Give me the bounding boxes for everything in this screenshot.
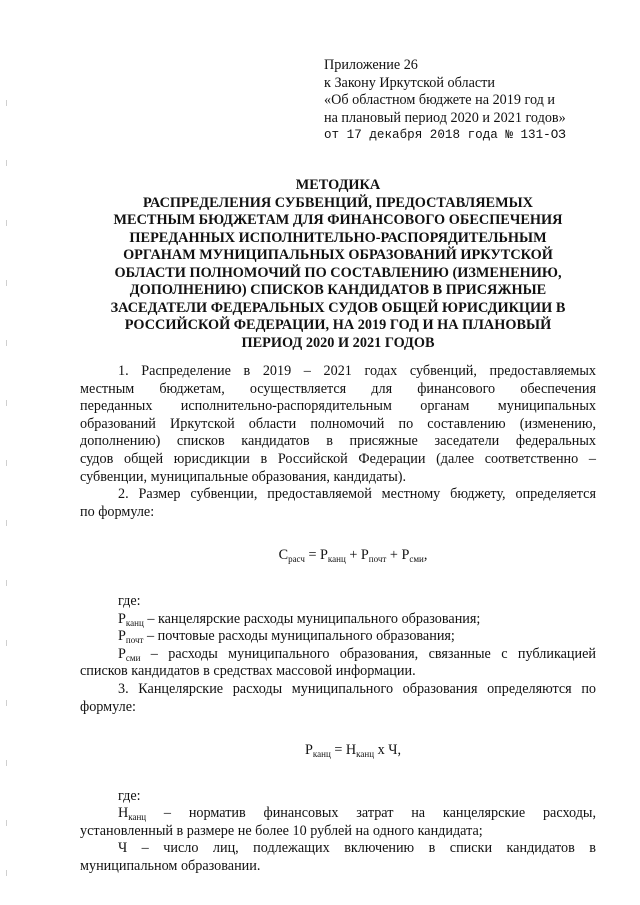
paragraph-line: дополнению) списков кандидатов в присяжные заседатели федеральных bbox=[80, 433, 596, 450]
definition-subscript: сми bbox=[125, 652, 141, 663]
title-line: МЕТОДИКА bbox=[295, 177, 381, 193]
title-line: ОБЛАСТИ ПОЛНОМОЧИЙ ПО СОСТАВЛЕНИЮ (ИЗМЕНЕНИЮ, bbox=[114, 264, 562, 281]
formula-subscript: почт bbox=[368, 554, 387, 565]
paragraph-line: местным бюджетам, осуществляется для финансового обеспечения bbox=[80, 380, 596, 397]
title-line: ОРГАНАМ МУНИЦИПАЛЬНЫХ ОБРАЗОВАНИЙ ИРКУТСКОЙ bbox=[123, 247, 553, 263]
formula-office-expenses bbox=[80, 742, 596, 760]
definition-text: списков кандидатов в средствах массовой информации. bbox=[80, 663, 416, 680]
definition-text: установленный в размере не более 10 рублей на одного кандидата; bbox=[80, 822, 483, 839]
formula-operator: + bbox=[345, 547, 361, 564]
paragraph-2 bbox=[80, 486, 596, 521]
formula-operator: х bbox=[374, 742, 389, 759]
formula-symbol: Р bbox=[320, 547, 328, 564]
appendix-law-title-1: «Об областном бюджете на 2019 год и bbox=[324, 92, 556, 109]
formula-punctuation: , bbox=[397, 742, 401, 759]
formula-subscript: расч bbox=[288, 554, 305, 565]
title-line: РОССИЙСКОЙ ФЕДЕРАЦИИ, НА 2019 ГОД И НА ПЛАНОВЫЙ bbox=[124, 317, 552, 333]
where-label: где: bbox=[118, 592, 141, 609]
paragraph-line: 3. Канцелярские расходы муниципального образования определяются по bbox=[118, 680, 596, 697]
paragraph-line: 2. Размер субвенции, предоставляемой местному бюджету, определяется bbox=[118, 486, 596, 503]
definition-subscript: канц bbox=[128, 812, 147, 823]
document-title bbox=[80, 177, 596, 352]
formula-symbol: Р bbox=[305, 742, 313, 759]
definition-text: – норматив финансовых затрат на канцелярские расходы, bbox=[146, 805, 596, 822]
formula-subvention bbox=[80, 547, 596, 565]
definition-symbol: Р bbox=[118, 628, 126, 645]
paragraph-1 bbox=[80, 363, 596, 486]
definition-symbol: Р bbox=[118, 610, 126, 627]
formula-symbol: Ч bbox=[388, 742, 398, 759]
definition-text: – почтовые расходы муниципального образования; bbox=[143, 628, 455, 645]
title-line: МЕСТНЫМ БЮДЖЕТАМ ДЛЯ ФИНАНСОВОГО ОБЕСПЕЧЕНИЯ bbox=[113, 212, 563, 228]
definition-ch bbox=[80, 840, 596, 875]
paragraph-line: 1. Распределение в 2019 – 2021 годах субвенций, предоставляемых bbox=[118, 363, 596, 379]
paragraph-line: формуле: bbox=[80, 698, 136, 715]
paragraph-line: образований Иркутской области полномочий по составлению (изменению, bbox=[80, 415, 596, 432]
paragraph-line: субвенции, муниципальные образования, кандидаты). bbox=[80, 468, 407, 485]
appendix-date: от 17 декабря 2018 года № 131-ОЗ bbox=[324, 128, 566, 143]
paragraph-line: судов общей юрисдикции в Российской Федерации (далее соответственно – bbox=[80, 450, 596, 467]
appendix-number: Приложение 26 bbox=[324, 57, 418, 73]
definition-r-pocht bbox=[80, 628, 596, 646]
title-line: ЗАСЕДАТЕЛИ ФЕДЕРАЛЬНЫХ СУДОВ ОБЩЕЙ ЮРИСДИКЦИИ В bbox=[110, 299, 566, 316]
title-line: РАСПРЕДЕЛЕНИЯ СУБВЕНЦИЙ, ПРЕДОСТАВЛЯЕМЫХ bbox=[143, 194, 533, 211]
definition-r-kants bbox=[80, 611, 596, 629]
appendix-law-title-2: на плановый период 2020 и 2021 годов» bbox=[324, 109, 566, 126]
paragraph-line: переданных исполнительно-распорядительным органам муниципальных bbox=[80, 398, 596, 415]
appendix-header bbox=[324, 57, 614, 145]
definition-r-smi bbox=[80, 646, 596, 681]
formula-punctuation: , bbox=[423, 547, 428, 564]
definition-subscript: почт bbox=[125, 635, 144, 646]
definition-text: Ч – число лиц, подлежащих включению в списки кандидатов в bbox=[118, 840, 596, 857]
formula-subscript: канц bbox=[312, 749, 331, 760]
title-line: ПЕРИОД 2020 И 2021 ГОДОВ bbox=[241, 334, 435, 351]
formula-operator: = bbox=[304, 547, 321, 564]
formula-subscript: канц bbox=[327, 554, 346, 565]
title-line: ДОПОЛНЕНИЮ) СПИСКОВ КАНДИДАТОВ В ПРИСЯЖНЫЕ bbox=[129, 282, 547, 298]
definition-text: муниципальном образовании. bbox=[80, 858, 261, 875]
formula-operator: = bbox=[330, 742, 346, 759]
formula-symbol: Н bbox=[345, 742, 357, 759]
definition-text: – канцелярские расходы муниципального образования; bbox=[143, 610, 481, 627]
formula-symbol: Р bbox=[360, 547, 369, 564]
paragraph-3 bbox=[80, 681, 596, 716]
scan-margin-marks bbox=[6, 100, 8, 880]
appendix-law: к Закону Иркутской области bbox=[324, 74, 495, 91]
formula-subscript: канц bbox=[356, 749, 375, 760]
definition-symbol: Н bbox=[118, 805, 129, 822]
definition-subscript: канц bbox=[125, 617, 144, 628]
definition-text: – расходы муниципального образования, связанные с публикацией bbox=[140, 645, 596, 662]
document-body bbox=[80, 363, 596, 876]
definition-n-kants bbox=[80, 805, 596, 840]
where-label: где: bbox=[118, 787, 141, 804]
formula-symbol: С bbox=[278, 547, 289, 564]
formula-subscript: сми bbox=[409, 554, 424, 565]
definition-symbol: Р bbox=[118, 645, 126, 662]
formula-operator: + bbox=[386, 547, 402, 564]
paragraph-line: по формуле: bbox=[80, 503, 155, 520]
title-line: ПЕРЕДАННЫХ ИСПОЛНИТЕЛЬНО-РАСПОРЯДИТЕЛЬНЫМ bbox=[129, 229, 547, 246]
formula-symbol: Р bbox=[401, 547, 410, 564]
